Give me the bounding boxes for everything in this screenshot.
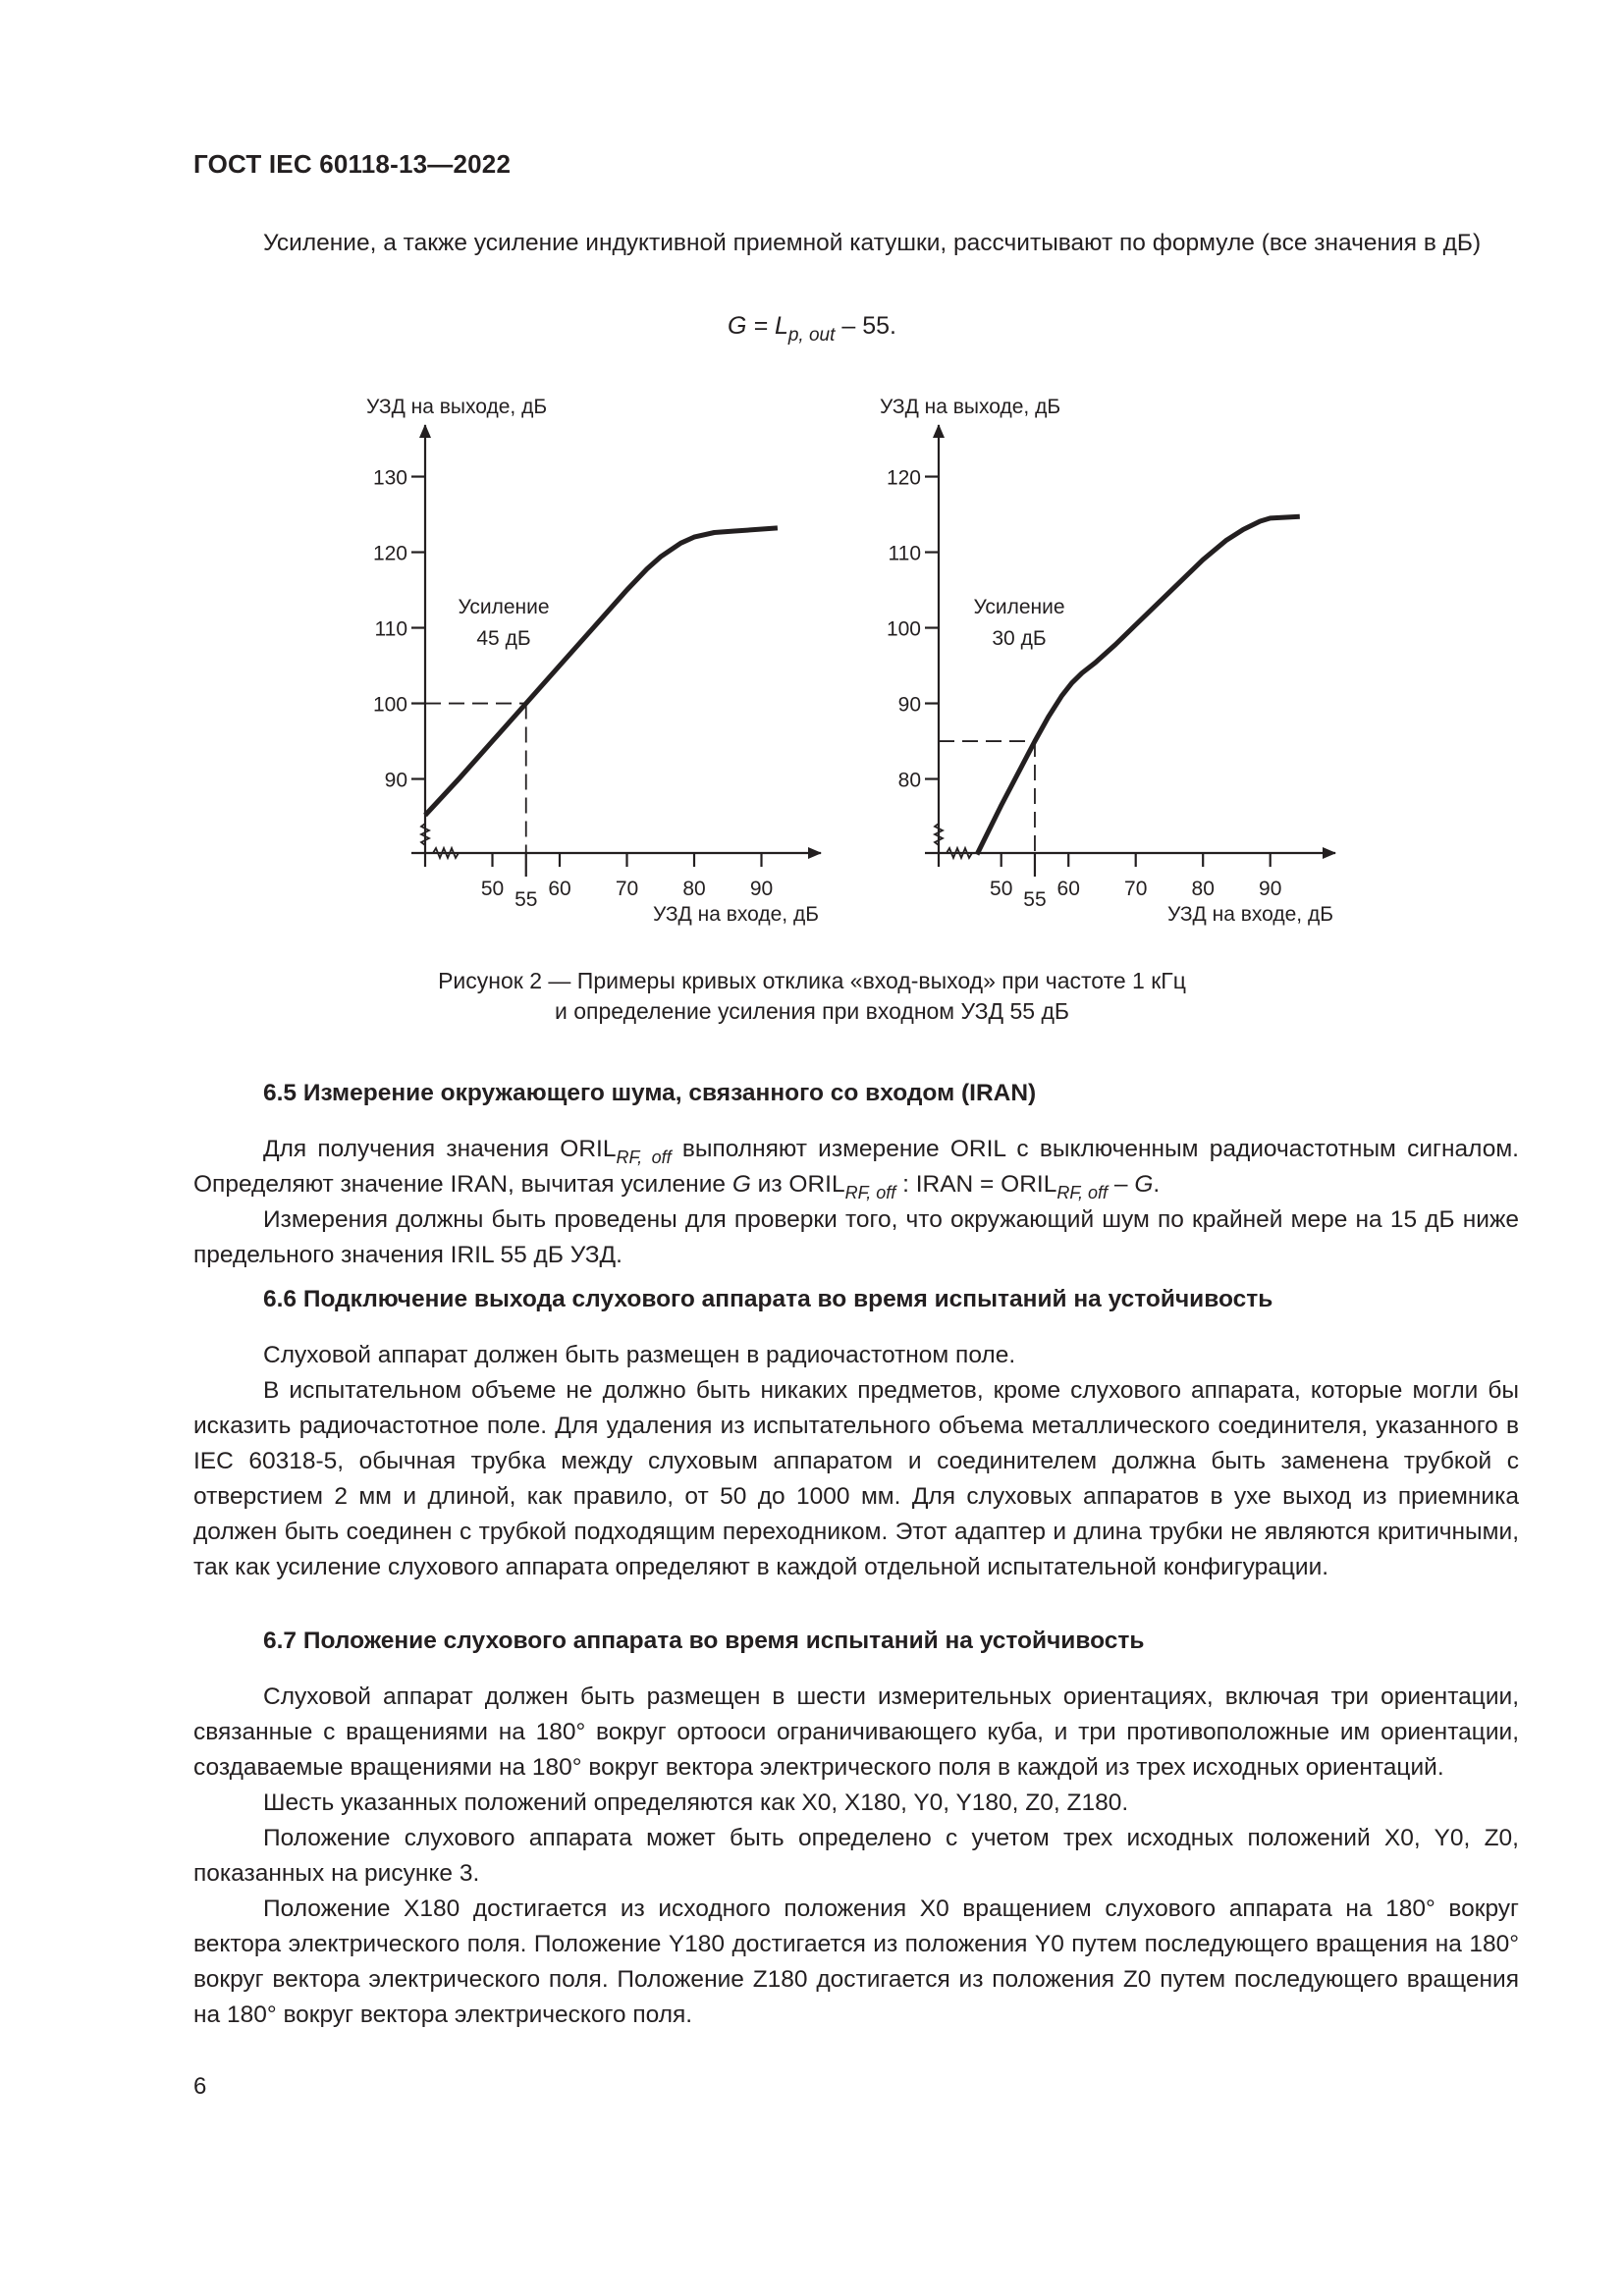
caption-line-1: Рисунок 2 — Примеры кривых отклика «вход-выход» при частоте 1 кГц	[438, 968, 1186, 993]
x-axis-label: УЗД на входе, дБ	[1166, 903, 1333, 926]
section-6-5-body	[193, 1132, 1519, 1273]
x-tick-label: 90	[749, 878, 774, 900]
x-tick-label: 70	[615, 878, 639, 900]
section-6-7-body	[193, 1680, 1519, 2033]
section-6-7-paragraph-1: Слуховой аппарат должен быть размещен в шести измерительных ориентациях, включая три ориентации, связанные с вращениями на 180° вокруг ортооси ограничивающего куба, и три противоположные им ориентации, создаваемые вращениями на 180° вокруг вектора электрического поля в каждой из трех исходных ориентаций.	[193, 1683, 1519, 1781]
y-tick-label: 90	[384, 769, 407, 792]
x-tick-label: 80	[682, 878, 706, 900]
section-6-5-paragraph-1: Для получения значения $ORIL_{RF, off}$ выполняют измерение ORIL с выключенным радиочастотным сигналом. Определяют значение IRAN, вычитая усиление G из $ORIL_{RF, off}$ : IRAN = $ORIL_{RF, off}$ – G.	[193, 1136, 1519, 1202]
figure-2-charts	[0, 0, 1624, 962]
y-tick-label: 120	[886, 466, 921, 490]
section-6-6-heading: 6.6 Подключение выхода слухового аппарата во время испытаний на устойчивость	[263, 1286, 1273, 1312]
document-header: ГОСТ IEC 60118-13—2022	[193, 149, 512, 179]
x-axis-label: УЗД на входе, дБ	[652, 903, 819, 926]
section-6-5-paragraph-2: Измерения должны быть проведены для проверки того, что окружающий шум по крайней мере на 15 дБ ниже предельного значения IRIL 55 дБ УЗД.	[193, 1206, 1519, 1268]
y-axis-label: УЗД на выходе, дБ	[880, 396, 1061, 418]
x-tick-label: 55	[1023, 888, 1047, 911]
chart-right-gain-30	[880, 396, 1335, 926]
y-tick-label: 110	[888, 542, 921, 565]
chart-left-gain-45	[366, 396, 821, 926]
formula-subscript: p, out	[787, 325, 836, 346]
figure-caption	[0, 966, 1624, 1027]
formula-rhs: – 55.	[835, 312, 896, 340]
x-tick-label: 70	[1124, 878, 1148, 900]
y-tick-label: 120	[372, 542, 407, 565]
y-tick-label: 90	[897, 693, 921, 717]
gain-annotation-line-2: 45 дБ	[476, 627, 531, 650]
y-tick-label: 130	[372, 466, 407, 490]
y-tick-label: 110	[374, 617, 407, 641]
caption-line-2: и определение усиления при входном УЗД 55 дБ	[555, 998, 1069, 1024]
y-tick-label: 100	[886, 617, 921, 641]
x-tick-label: 80	[1191, 878, 1215, 900]
gain-annotation-line-1: Усиление	[458, 596, 550, 618]
x-tick-label: 55	[514, 888, 538, 911]
x-tick-label: 50	[990, 878, 1013, 900]
y-tick-label: 80	[897, 769, 921, 792]
section-6-7-paragraph-3: Положение слухового аппарата может быть определено с учетом трех исходных положений X0, Y0, Z0, показанных на рисунке 3.	[193, 1825, 1519, 1887]
section-6-6-body	[193, 1338, 1519, 1585]
x-tick-label: 50	[480, 878, 505, 900]
intro-text: Усиление, а также усиление индуктивной приемной катушки, рассчитывают по формуле (все значения в дБ)	[263, 230, 1482, 256]
gain-annotation-line-2: 30 дБ	[992, 627, 1047, 650]
x-tick-label: 60	[1056, 878, 1080, 900]
section-6-7-heading: 6.7 Положение слухового аппарата во время испытаний на устойчивость	[263, 1628, 1145, 1654]
section-6-7-paragraph-2: Шесть указанных положений определяются как X0, X180, Y0, Y180, Z0, Z180.	[263, 1789, 1129, 1816]
x-tick-label: 90	[1259, 878, 1282, 900]
gain-annotation-line-1: Усиление	[973, 596, 1065, 618]
response-curve	[977, 516, 1300, 854]
x-tick-label: 60	[548, 878, 571, 900]
y-tick-label: 100	[372, 693, 407, 717]
formula-lhs: G =	[728, 312, 775, 340]
y-axis-label: УЗД на выходе, дБ	[366, 396, 548, 418]
response-curve	[425, 528, 778, 816]
section-6-5-heading: 6.5 Измерение окружающего шума, связанного со входом (IRAN)	[263, 1080, 1037, 1106]
section-6-7-paragraph-4: Положение X180 достигается из исходного положения X0 вращением слухового аппарата на 180° вокруг вектора электрического поля. Положение Y180 достигается из положения Y0 путем последующего вращения на 180° вокруг вектора электрического поля. Положение Z180 достигается из положения Z0 путем последующего вращения на 180° вокруг вектора электрического поля.	[193, 1896, 1519, 2028]
formula-var: L	[774, 312, 788, 340]
section-6-6-paragraph-2: В испытательном объеме не должно быть никаких предметов, кроме слухового аппарата, которые могли бы исказить радиочастотное поле. Для удаления из испытательного объема металлического соединителя, указанного в IEC 60318-5, обычная трубка между слуховым аппаратом и соединителем должна быть заменена трубкой с отверстием 2 мм и длиной, как правило, от 50 до 1000 мм. Для слуховых аппаратов в ухе выход из приемника должен быть соединен с трубкой подходящим переходником. Этот адаптер и длина трубки не являются критичными, так как усиление слухового аппарата определяют в каждой отдельной испытательной конфигурации.	[193, 1377, 1519, 1580]
section-6-6-paragraph-1: Слуховой аппарат должен быть размещен в радиочастотном поле.	[263, 1342, 1016, 1368]
page-number: 6	[193, 2073, 207, 2100]
